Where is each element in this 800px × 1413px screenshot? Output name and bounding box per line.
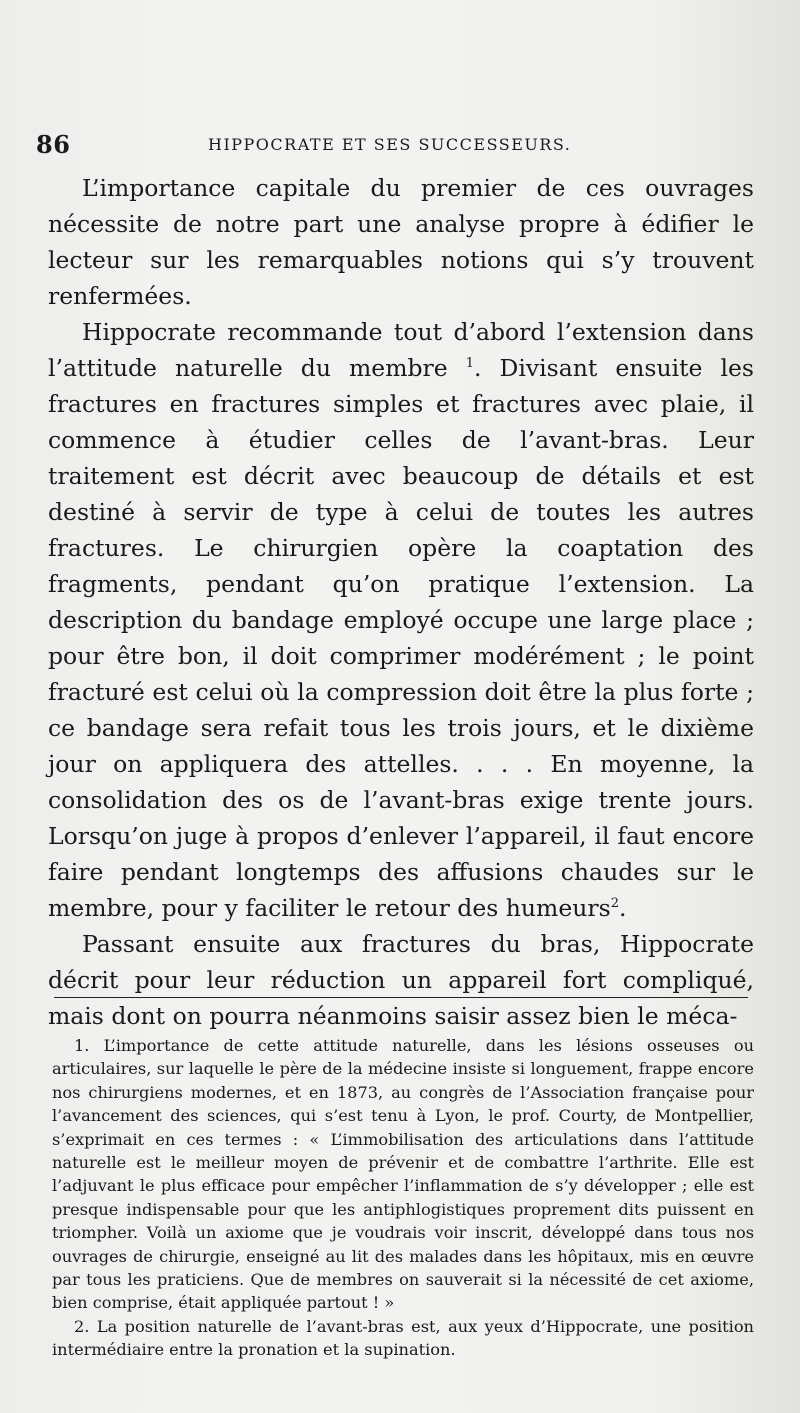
footnote-ref-2[interactable]: 2 — [610, 896, 619, 912]
paragraph-2-text-end: . — [618, 894, 627, 922]
page-header — [36, 130, 756, 160]
running-title: HIPPOCRATE ET SES SUCCESSEURS. — [208, 135, 572, 154]
paragraph-2-text-b: . Divisant ensuite les fractures en fractures simples et fractures avec plaie, il commence à étudier celles de l’avant-bras. Leur traitement est décrit avec beaucoup de détails et est destiné à servir de type à celui de toutes les autres fractures. Le chirurgien opère la coaptation des fragments, pendant qu’on pratique l’extension. La description du bandage employé occupe une large place ; pour être bon, il doit comprimer modérément ; le point fracturé est celui où la compression doit être la plus forte ; ce bandage sera refait tous les trois jours, et le dixième jour on appliquera des attelles. . . . En moyenne, la consolidation des os de l’avant-bras exige trente jours. Lorsqu’on juge à propos d’enlever l’appareil, il faut encore faire pendant longtemps des affusions chaudes sur le membre, pour y faciliter le retour des humeurs — [48, 354, 754, 922]
paragraph-1 — [48, 170, 754, 314]
paragraph-3-text: Passant ensuite aux fractures du bras, Hippocrate décrit pour leur réduction un appareil fort compliqué, mais dont on pourra néanmoins saisir assez bien le méca- — [48, 930, 754, 1030]
page-number: 86 — [36, 130, 71, 159]
footnotes — [52, 1034, 754, 1362]
footnote-1: 1. L’importance de cette attitude naturelle, dans les lésions osseuses ou articulaires, sur laquelle le père de la médecine insiste si longuement, frappe encore nos chirurgiens modernes, et en 1873, au congrès de l’Association française pour l’avancement des sciences, qui s’est tenu à Lyon, le prof. Courty, de Montpellier, s’exprimait en ces termes : « L’immobilisation des articulations dans l’attitude naturelle est le meilleur moyen de prévenir et de combattre l’arthrite. Elle est l’adjuvant le plus efficace pour empêcher l’inflammation de s’y développer ; elle est presque indispensable pour que les antiphlogistiques proprement dits puissent en triompher. Voilà un axiome que je voudrais voir inscrit, développé dans tous nos ouvrages de chirurgie, enseigné au lit des malades dans les hôpitaux, mis en œuvre par tous les praticiens. Que de membres on sauverait si la nécessité de cet axiome, bien comprise, était appliquée partout ! » — [52, 1036, 754, 1313]
footnote-2: 2. La position naturelle de l’avant-bras est, aux yeux d’Hippocrate, une position intermédiaire entre la pronation et la supination. — [52, 1316, 754, 1360]
paragraph-3 — [48, 926, 754, 1034]
paragraph-1-text: L’importance capitale du premier de ces ouvrages nécessite de notre part une analyse propre à édifier le lecteur sur les remarquables notions qui s’y trouvent renfermées. — [48, 174, 754, 310]
footnote-ref-1[interactable]: 1 — [465, 356, 475, 372]
main-text — [48, 170, 754, 1034]
paragraph-2-text-a: Hippocrate recommande tout d’abord l’extension dans l’attitude naturelle du membre — [48, 318, 754, 382]
footnote-separator — [54, 997, 748, 998]
paragraph-2 — [48, 314, 754, 926]
